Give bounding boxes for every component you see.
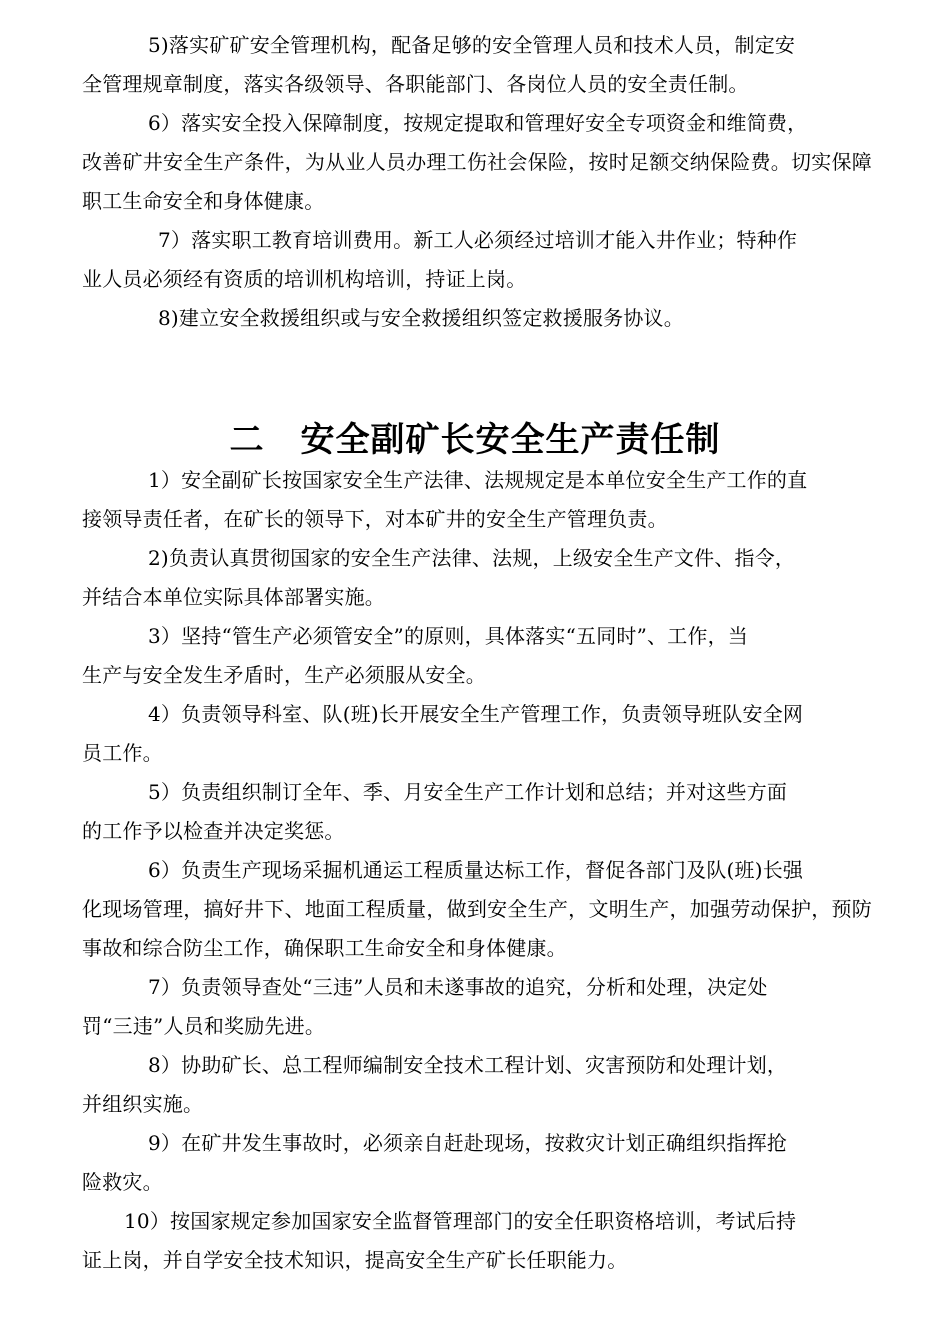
duty-item-4 — [82, 695, 872, 773]
paragraph-continuation: 证上岗，并自学安全技术知识，提高安全生产矿长任职能力。 — [82, 1248, 628, 1272]
paragraph-continuation: 全管理规章制度，落实各级领导、各职能部门、各岗位人员的安全责任制。 — [82, 72, 749, 96]
paragraph-first-line: 9）在矿井发生事故时，必须亲自赶赴现场，按救灾计划正确组织指挥抢 — [148, 1131, 788, 1155]
paragraph-item-5 — [82, 26, 872, 104]
paragraph-first-line: 3）坚持“管生产必须管安全”的原则，具体落实“五同时”、工作，当 — [148, 624, 749, 648]
paragraph-first-line: 5)落实矿矿安全管理机构，配备足够的安全管理人员和技术人员，制定安 — [148, 33, 796, 57]
duty-item-6 — [82, 851, 872, 968]
paragraph-first-line: 4）负责领导科室、队(班)长开展安全生产管理工作，负责领导班队安全网 — [148, 702, 804, 726]
duty-item-5 — [82, 773, 872, 851]
paragraph-continuation: 并结合本单位实际具体部署实施。 — [82, 585, 385, 609]
duty-item-7 — [82, 968, 872, 1046]
section-title: 安全副矿长安全生产责任制 — [300, 420, 721, 460]
section-number: 二 — [229, 420, 265, 460]
duty-item-8 — [82, 1046, 872, 1124]
paragraph-continuation: 的工作予以检查并决定奖惩。 — [82, 819, 345, 843]
paragraph-first-line: 6）负责生产现场采掘机通运工程质量达标工作，督促各部门及队(班)长强 — [148, 858, 804, 882]
paragraph-first-line: 2)负责认真贯彻国家的安全生产法律、法规，上级安全生产文件、指令， — [148, 546, 796, 570]
paragraph-first-line: 8）协助矿长、总工程师编制安全技术工程计划、灾害预防和处理计划， — [148, 1053, 788, 1077]
paragraph-continuation: 罚“三违”人员和奖励先进。 — [82, 1014, 326, 1038]
paragraph-first-line: 7）负责领导查处“三违”人员和未遂事故的追究，分析和处理，决定处 — [148, 975, 768, 999]
paragraph-first-line: 6）落实安全投入保障制度，按规定提取和管理好安全专项资金和维简费， — [148, 111, 808, 135]
duty-item-2 — [82, 539, 872, 617]
paragraph-continuation: 业人员必须经有资质的培训机构培训，持证上岗。 — [82, 267, 527, 291]
paragraph-continuation: 生产与安全发生矛盾时，生产必须服从安全。 — [82, 663, 486, 687]
paragraph-first-line: 8)建立安全救援组织或与安全救援组织签定救援服务协议。 — [158, 306, 684, 330]
paragraph-continuation: 改善矿井安全生产条件，为从业人员办理工伤社会保险，按时足额交纳保险费。切实保障职工生命安全和身体健康。 — [82, 150, 872, 213]
paragraph-item-7 — [82, 221, 872, 299]
duty-item-10 — [82, 1202, 872, 1280]
paragraph-first-line: 10）按国家规定参加国家安全监督管理部门的安全任职资格培训，考试后持 — [124, 1209, 797, 1233]
paragraph-first-line: 5）负责组织制订全年、季、月安全生产工作计划和总结；并对这些方面 — [148, 780, 788, 804]
duty-item-1 — [82, 461, 872, 539]
paragraph-item-8 — [82, 299, 872, 338]
paragraph-first-line: 1）安全副矿长按国家安全生产法律、法规规定是本单位安全生产工作的直 — [148, 468, 808, 492]
duty-item-3 — [82, 617, 872, 695]
paragraph-item-6 — [82, 104, 872, 221]
paragraph-continuation: 化现场管理，搞好井下、地面工程质量，做到安全生产，文明生产，加强劳动保护，预防事故和综合防尘工作，确保职工生命安全和身体健康。 — [82, 897, 872, 960]
duty-item-9 — [82, 1124, 872, 1202]
section-heading — [0, 412, 950, 468]
paragraph-continuation: 险救灾。 — [82, 1170, 163, 1194]
paragraph-continuation: 员工作。 — [82, 741, 163, 765]
paragraph-continuation: 接领导责任者，在矿长的领导下，对本矿井的安全生产管理负责。 — [82, 507, 668, 531]
paragraph-continuation: 并组织实施。 — [82, 1092, 204, 1116]
paragraph-first-line: 7）落实职工教育培训费用。新工人必须经过培训才能入井作业；特种作 — [158, 228, 798, 252]
